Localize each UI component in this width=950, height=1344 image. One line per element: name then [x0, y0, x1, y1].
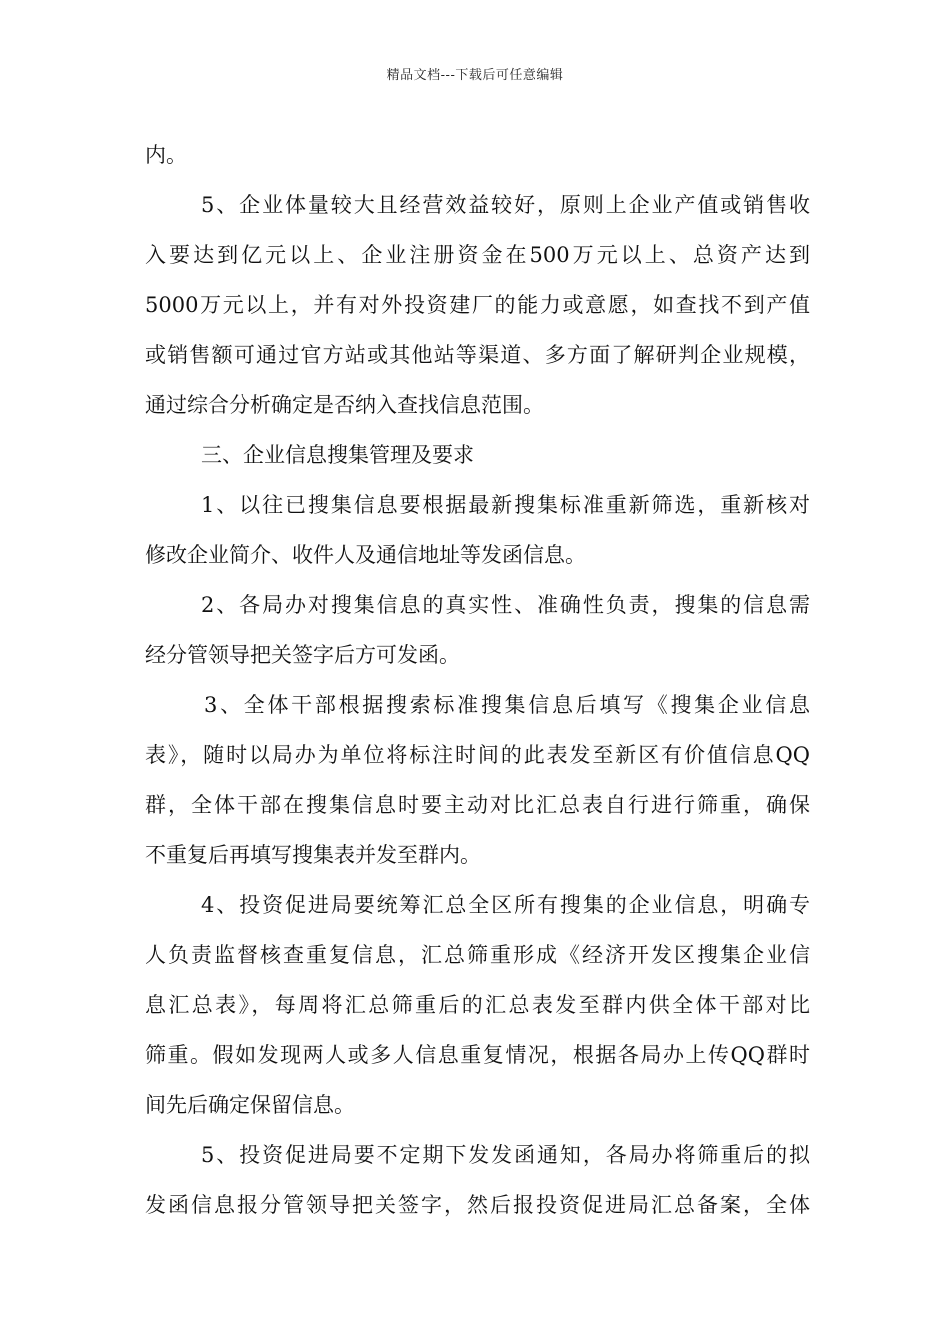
text-line: 群，全体干部在搜集信息时要主动对比汇总表自行进行筛重，确保: [145, 793, 810, 817]
text-line: 3、全体干部根据搜索标准搜集信息后填写《搜集企业信息: [204, 693, 810, 717]
text-line: 修改企业简介、收件人及通信地址等发函信息。: [145, 543, 586, 567]
text-line: 筛重。假如发现两人或多人信息重复情况，根据各局办上传QQ群时: [145, 1043, 810, 1067]
document-body: [145, 130, 810, 1230]
text-line: 人负责监督核查重复信息，汇总筛重形成《经济开发区搜集企业信: [145, 943, 810, 967]
text-line: 发函信息报分管领导把关签字，然后报投资促进局汇总备案，全体: [145, 1193, 810, 1217]
page-header: 精品文档---下载后可任意编辑: [386, 68, 564, 83]
text-line: 5、企业体量较大且经营效益较好，原则上企业产值或销售收: [201, 193, 810, 217]
text-line: 不重复后再填写搜集表并发至群内。: [145, 843, 481, 867]
section-heading: 三、企业信息搜集管理及要求: [201, 443, 474, 467]
text-line: 5、投资促进局要不定期下发发函通知，各局办将筛重后的拟: [201, 1143, 810, 1167]
text-line: 或销售额可通过官方站或其他站等渠道、多方面了解研判企业规模，: [145, 343, 810, 367]
text-line: 4、投资促进局要统筹汇总全区所有搜集的企业信息，明确专: [201, 893, 810, 917]
text-line: 5000万元以上，并有对外投资建厂的能力或意愿，如查找不到产值: [145, 293, 810, 317]
text-line: 表》，随时以局办为单位将标注时间的此表发至新区有价值信息QQ: [145, 743, 810, 767]
text-line: 2、各局办对搜集信息的真实性、准确性负责，搜集的信息需: [201, 593, 810, 617]
text-line: 通过综合分析确定是否纳入查找信息范围。: [145, 393, 544, 417]
text-line: 入要达到亿元以上、企业注册资金在500万元以上、总资产达到: [145, 243, 810, 267]
text-line: 1、以往已搜集信息要根据最新搜集标准重新筛选，重新核对: [201, 493, 810, 517]
text-line: 息汇总表》，每周将汇总筛重后的汇总表发至群内供全体干部对比: [145, 993, 810, 1017]
text-line: 内。: [145, 143, 187, 167]
text-line: 经分管领导把关签字后方可发函。: [145, 643, 460, 667]
text-line: 间先后确定保留信息。: [145, 1093, 355, 1117]
